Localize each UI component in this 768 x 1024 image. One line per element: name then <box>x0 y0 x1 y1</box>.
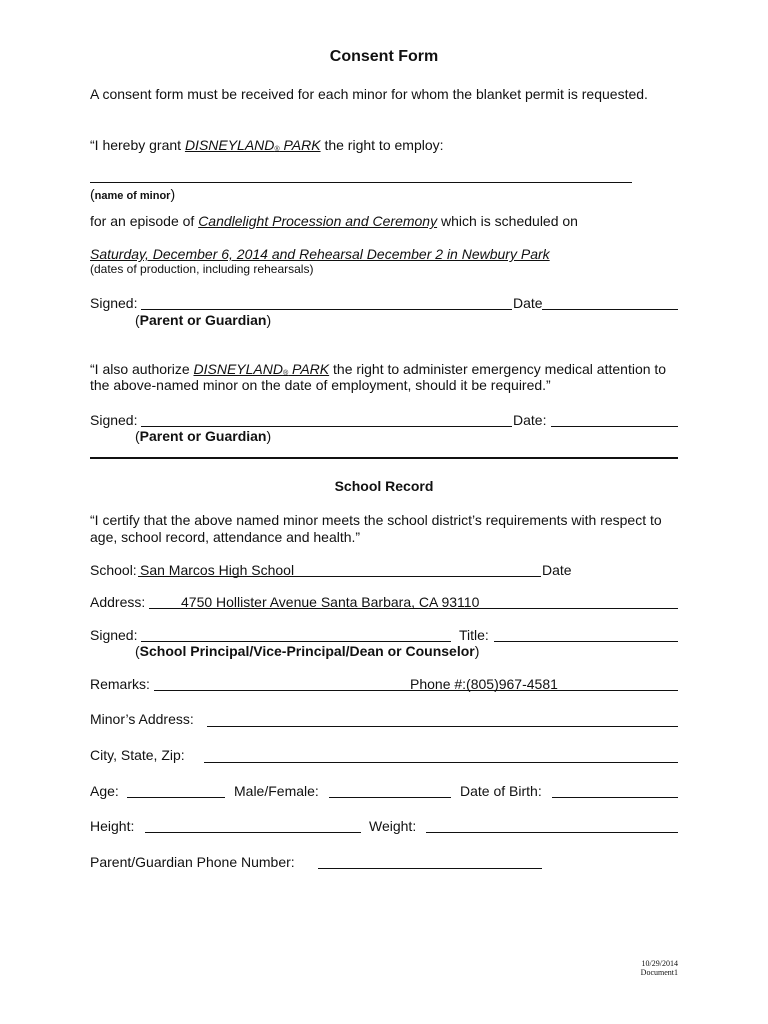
authorize-statement-line2: the above-named minor on the date of employment, should it be required.” <box>90 377 551 393</box>
section-divider <box>90 457 678 459</box>
event-name: Candlelight Procession and Ceremony <box>198 213 438 229</box>
minor-address-field[interactable] <box>207 726 678 727</box>
parent-signature-field-1[interactable] <box>141 309 512 310</box>
footer-date: 10/29/2014 <box>641 959 678 968</box>
intro-text: A consent form must be received for each minor for whom the blanket permit is requested. <box>90 86 648 102</box>
sex-field[interactable] <box>329 797 451 798</box>
signed-label-1: Signed: <box>90 295 138 311</box>
address-field[interactable] <box>149 608 678 609</box>
weight-field[interactable] <box>426 832 678 833</box>
height-field[interactable] <box>145 832 361 833</box>
company-name-2: DISNEYLAND® PARK <box>193 361 330 377</box>
height-label: Height: <box>90 818 135 834</box>
official-caption: (School Principal/Vice-Principal/Dean or Counselor) <box>135 643 480 659</box>
age-field[interactable] <box>127 797 225 798</box>
school-field[interactable] <box>138 576 541 577</box>
date-field-1[interactable] <box>542 309 678 310</box>
minor-address-label: Minor’s Address: <box>90 711 194 727</box>
school-signed-label: Signed: <box>90 627 138 643</box>
page-title: Consent Form <box>329 48 439 65</box>
signed-label-2: Signed: <box>90 412 138 428</box>
date-label-1: Date <box>513 295 543 311</box>
certify-statement-line2: age, school record, attendance and health.” <box>90 529 361 545</box>
minor-name-field[interactable] <box>90 182 632 183</box>
official-signature-field[interactable] <box>141 641 451 642</box>
sex-label: Male/Female: <box>234 783 319 799</box>
dob-field[interactable] <box>552 797 678 798</box>
date-field-2[interactable] <box>551 426 678 427</box>
school-date-label: Date <box>542 562 572 578</box>
weight-label: Weight: <box>369 818 417 834</box>
school-value: San Marcos High School <box>140 562 295 578</box>
parent-phone-field[interactable] <box>318 868 542 869</box>
production-dates: Saturday, December 6, 2014 and Rehearsal December 2 in Newbury Park <box>90 246 550 262</box>
city-state-zip-label: City, State, Zip: <box>90 747 185 763</box>
production-dates-note: (dates of production, including rehearsals) <box>90 262 314 276</box>
grant-prefix: “I hereby grant <box>90 137 185 153</box>
title-label: Title: <box>459 627 489 643</box>
name-of-minor-caption: (name of minor) <box>90 186 176 202</box>
authorize-statement: “I also authorize DISNEYLAND® PARK the right to administer emergency medical attention to <box>90 361 667 377</box>
school-label: School: <box>90 562 137 578</box>
city-state-zip-field[interactable] <box>204 762 678 763</box>
school-phone: Phone #:(805)967-4581 <box>410 676 558 692</box>
parent-guardian-caption-1: (Parent or Guardian) <box>135 312 272 328</box>
grant-statement <box>90 138 444 153</box>
dob-label: Date of Birth: <box>460 783 542 799</box>
parent-guardian-caption-2: (Parent or Guardian) <box>135 428 272 444</box>
age-label: Age: <box>90 783 119 799</box>
footer-document-name: Document1 <box>640 968 678 977</box>
address-label: Address: <box>90 594 146 610</box>
remarks-label: Remarks: <box>90 676 150 692</box>
date-label-2: Date: <box>513 412 547 428</box>
certify-statement: “I certify that the above named minor meets the school district’s requirements with respect to <box>90 512 662 528</box>
company-name: DISNEYLAND® PARK <box>184 137 321 153</box>
episode-statement: for an episode of Candlelight Procession and Ceremony which is scheduled on <box>90 213 578 229</box>
address-value: 4750 Hollister Avenue Santa Barbara, CA 93110 <box>181 594 480 610</box>
grant-suffix: the right to employ: <box>320 137 444 153</box>
title-field[interactable] <box>494 641 678 642</box>
parent-phone-label: Parent/Guardian Phone Number: <box>90 854 295 870</box>
school-record-heading: School Record <box>334 478 434 494</box>
parent-signature-field-2[interactable] <box>141 426 512 427</box>
